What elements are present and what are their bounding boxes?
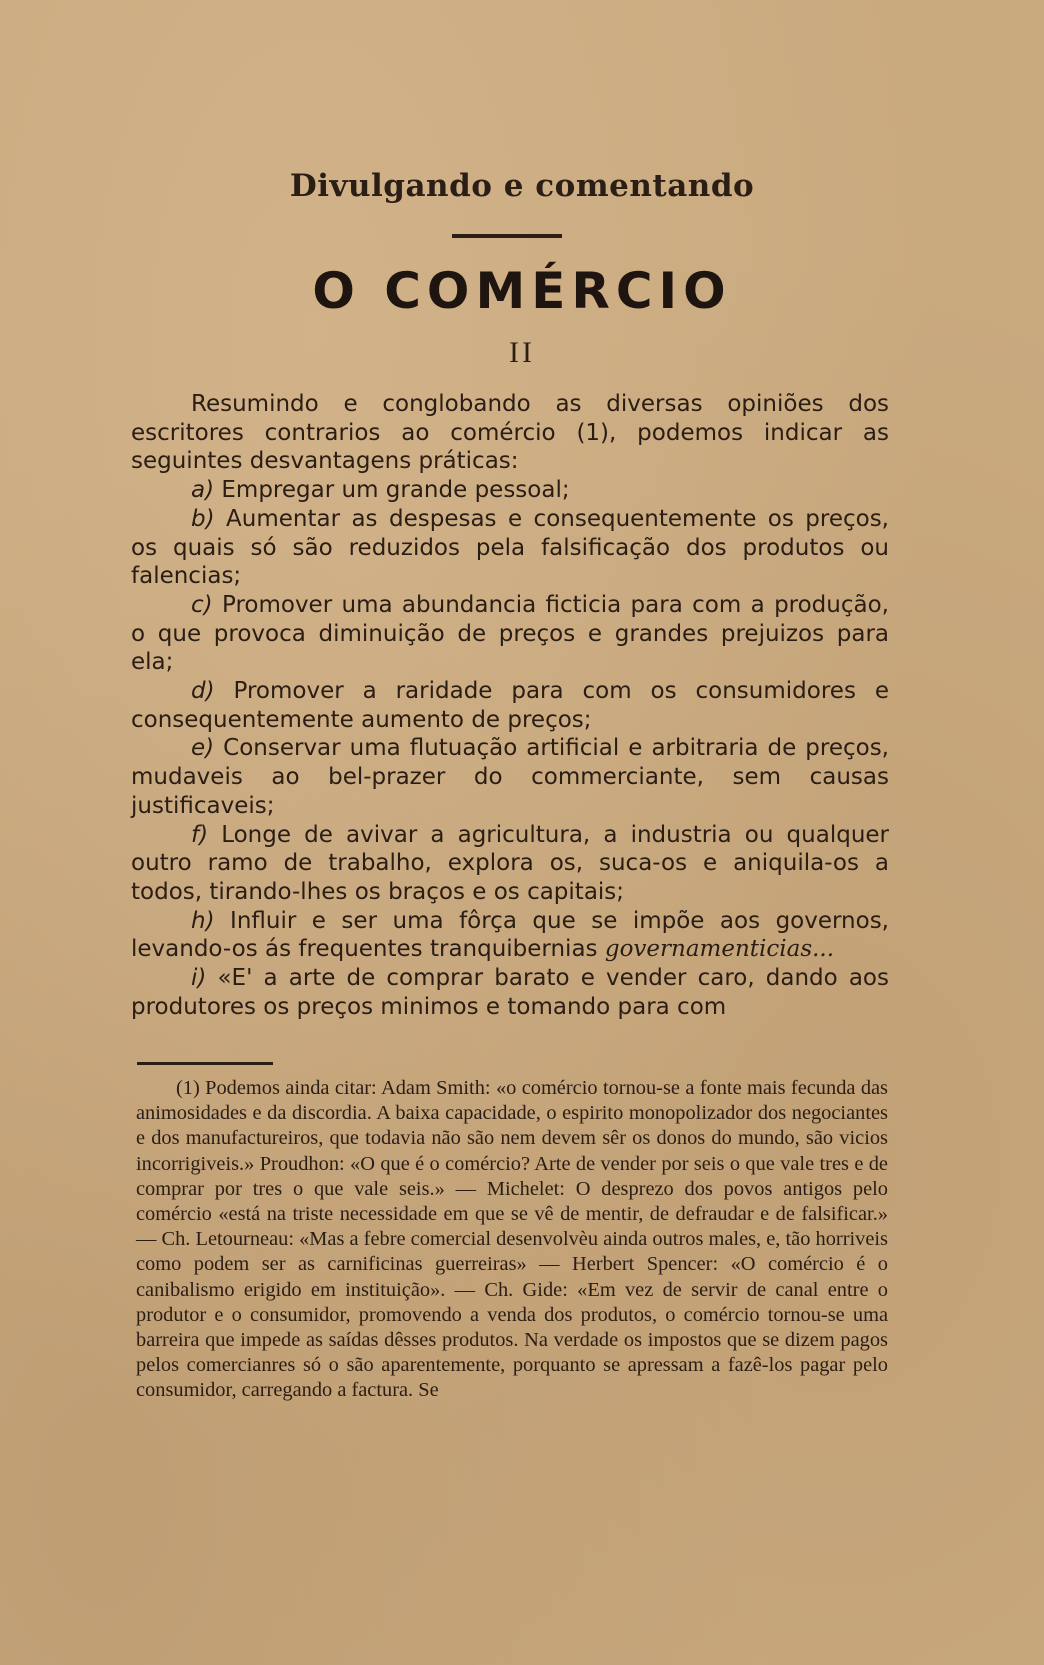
list-item-e	[131, 734, 889, 820]
list-item-h	[131, 907, 889, 964]
part-numeral: II	[509, 336, 535, 369]
item-text: Promover uma abundancia ficticia para com a produção, o que provoca diminuição de preços e grandes prejuizos para ela;	[131, 591, 889, 676]
article-title: O COMÉRCIO	[312, 262, 732, 320]
item-marker: f)	[191, 821, 209, 848]
item-emphasis: governamenticias...	[604, 936, 835, 963]
item-text: Aumentar as despesas e consequentemente os preços, os quais só são reduzidos pela falsificação dos produtos ou falencias;	[131, 505, 889, 590]
item-marker: h)	[191, 907, 215, 934]
list-item-c	[131, 591, 889, 677]
item-text: «E' a arte de comprar barato e vender caro, dando aos produtores os preços minimos e tomando para com	[131, 965, 889, 1020]
list-item-f	[131, 821, 889, 907]
item-text: Influir e ser uma fôrça que se impõe aos governos, levando-os ás frequentes tranquibernias	[131, 907, 889, 963]
item-text: Longe de avivar a agricultura, a industria ou qualquer outro ramo de trabalho, explora os, suca-os e aniquila-os a todos, tirando-lhes os braços e os capitais;	[131, 821, 889, 905]
item-marker: e)	[191, 735, 215, 762]
item-marker: a)	[191, 477, 215, 504]
list-item-b	[131, 505, 889, 591]
list-item-a	[131, 476, 889, 505]
item-text: Conservar uma flutuação artificial e arbitraria de preços, mudaveis ao bel-prazer do commerciante, sem causas justificaveis;	[131, 735, 889, 819]
item-text: Empregar um grande pessoal;	[214, 477, 570, 504]
footnote-text: (1) Podemos ainda citar: Adam Smith: «o comércio tornou-se a fonte mais fecunda das animosidades e da discordia. A baixa capacidade, o espirito monopolizador dos negociantes e dos manufactureiros, que todavia não são nem devem sêr os donos do mundo, são vicios incorrigiveis.» Proudhon: «O que é o comércio? Arte de vender por seis o que vale tres e de comprar por tres o que vale seis.» — Michelet: O desprezo dos povos antigos pelo comércio «está na triste necessidade em que se vê de mentir, de defraudar e de falsificar.» — Ch. Letourneau: «Mas a febre comercial desenvolvèu ainda outros males, e, tão horriveis como podem ser as carnificinas guerreiras» — Herbert Spencer: «O comércio é o canibalismo erigido em instituição». — Ch. Gide: «Em vez de servir de canal entre o produtor e o consumidor, promovendo a venda dos produtos, o comércio tornou-se uma barreira que impede as saídas dêsses produtos. Na verdade os impostos que se dizem pagos pelos comercianres só o são aparentemente, porquanto se apressam a fazê-los pagar pelo consumidor, carregando a factura. Se	[136, 1077, 888, 1402]
footnote-rule	[137, 1062, 273, 1065]
list-item-i	[131, 964, 889, 1021]
list-item-d	[131, 677, 889, 734]
head-rule	[452, 234, 562, 238]
item-marker: b)	[191, 505, 215, 532]
footnote	[136, 1076, 888, 1404]
body-text	[131, 390, 889, 1021]
item-text: Promover a raridade para com os consumidores e consequentemente aumento de preços;	[131, 678, 889, 733]
item-marker: c)	[191, 591, 213, 618]
item-marker: d)	[191, 678, 215, 705]
item-marker: i)	[191, 965, 207, 992]
running-head: Divulgando e comentando	[289, 168, 755, 204]
intro-paragraph: Resumindo e conglobando as diversas opiniões dos escritores contrarios ao comércio (1), podemos indicar as seguintes desvantagens práticas:	[131, 391, 889, 475]
